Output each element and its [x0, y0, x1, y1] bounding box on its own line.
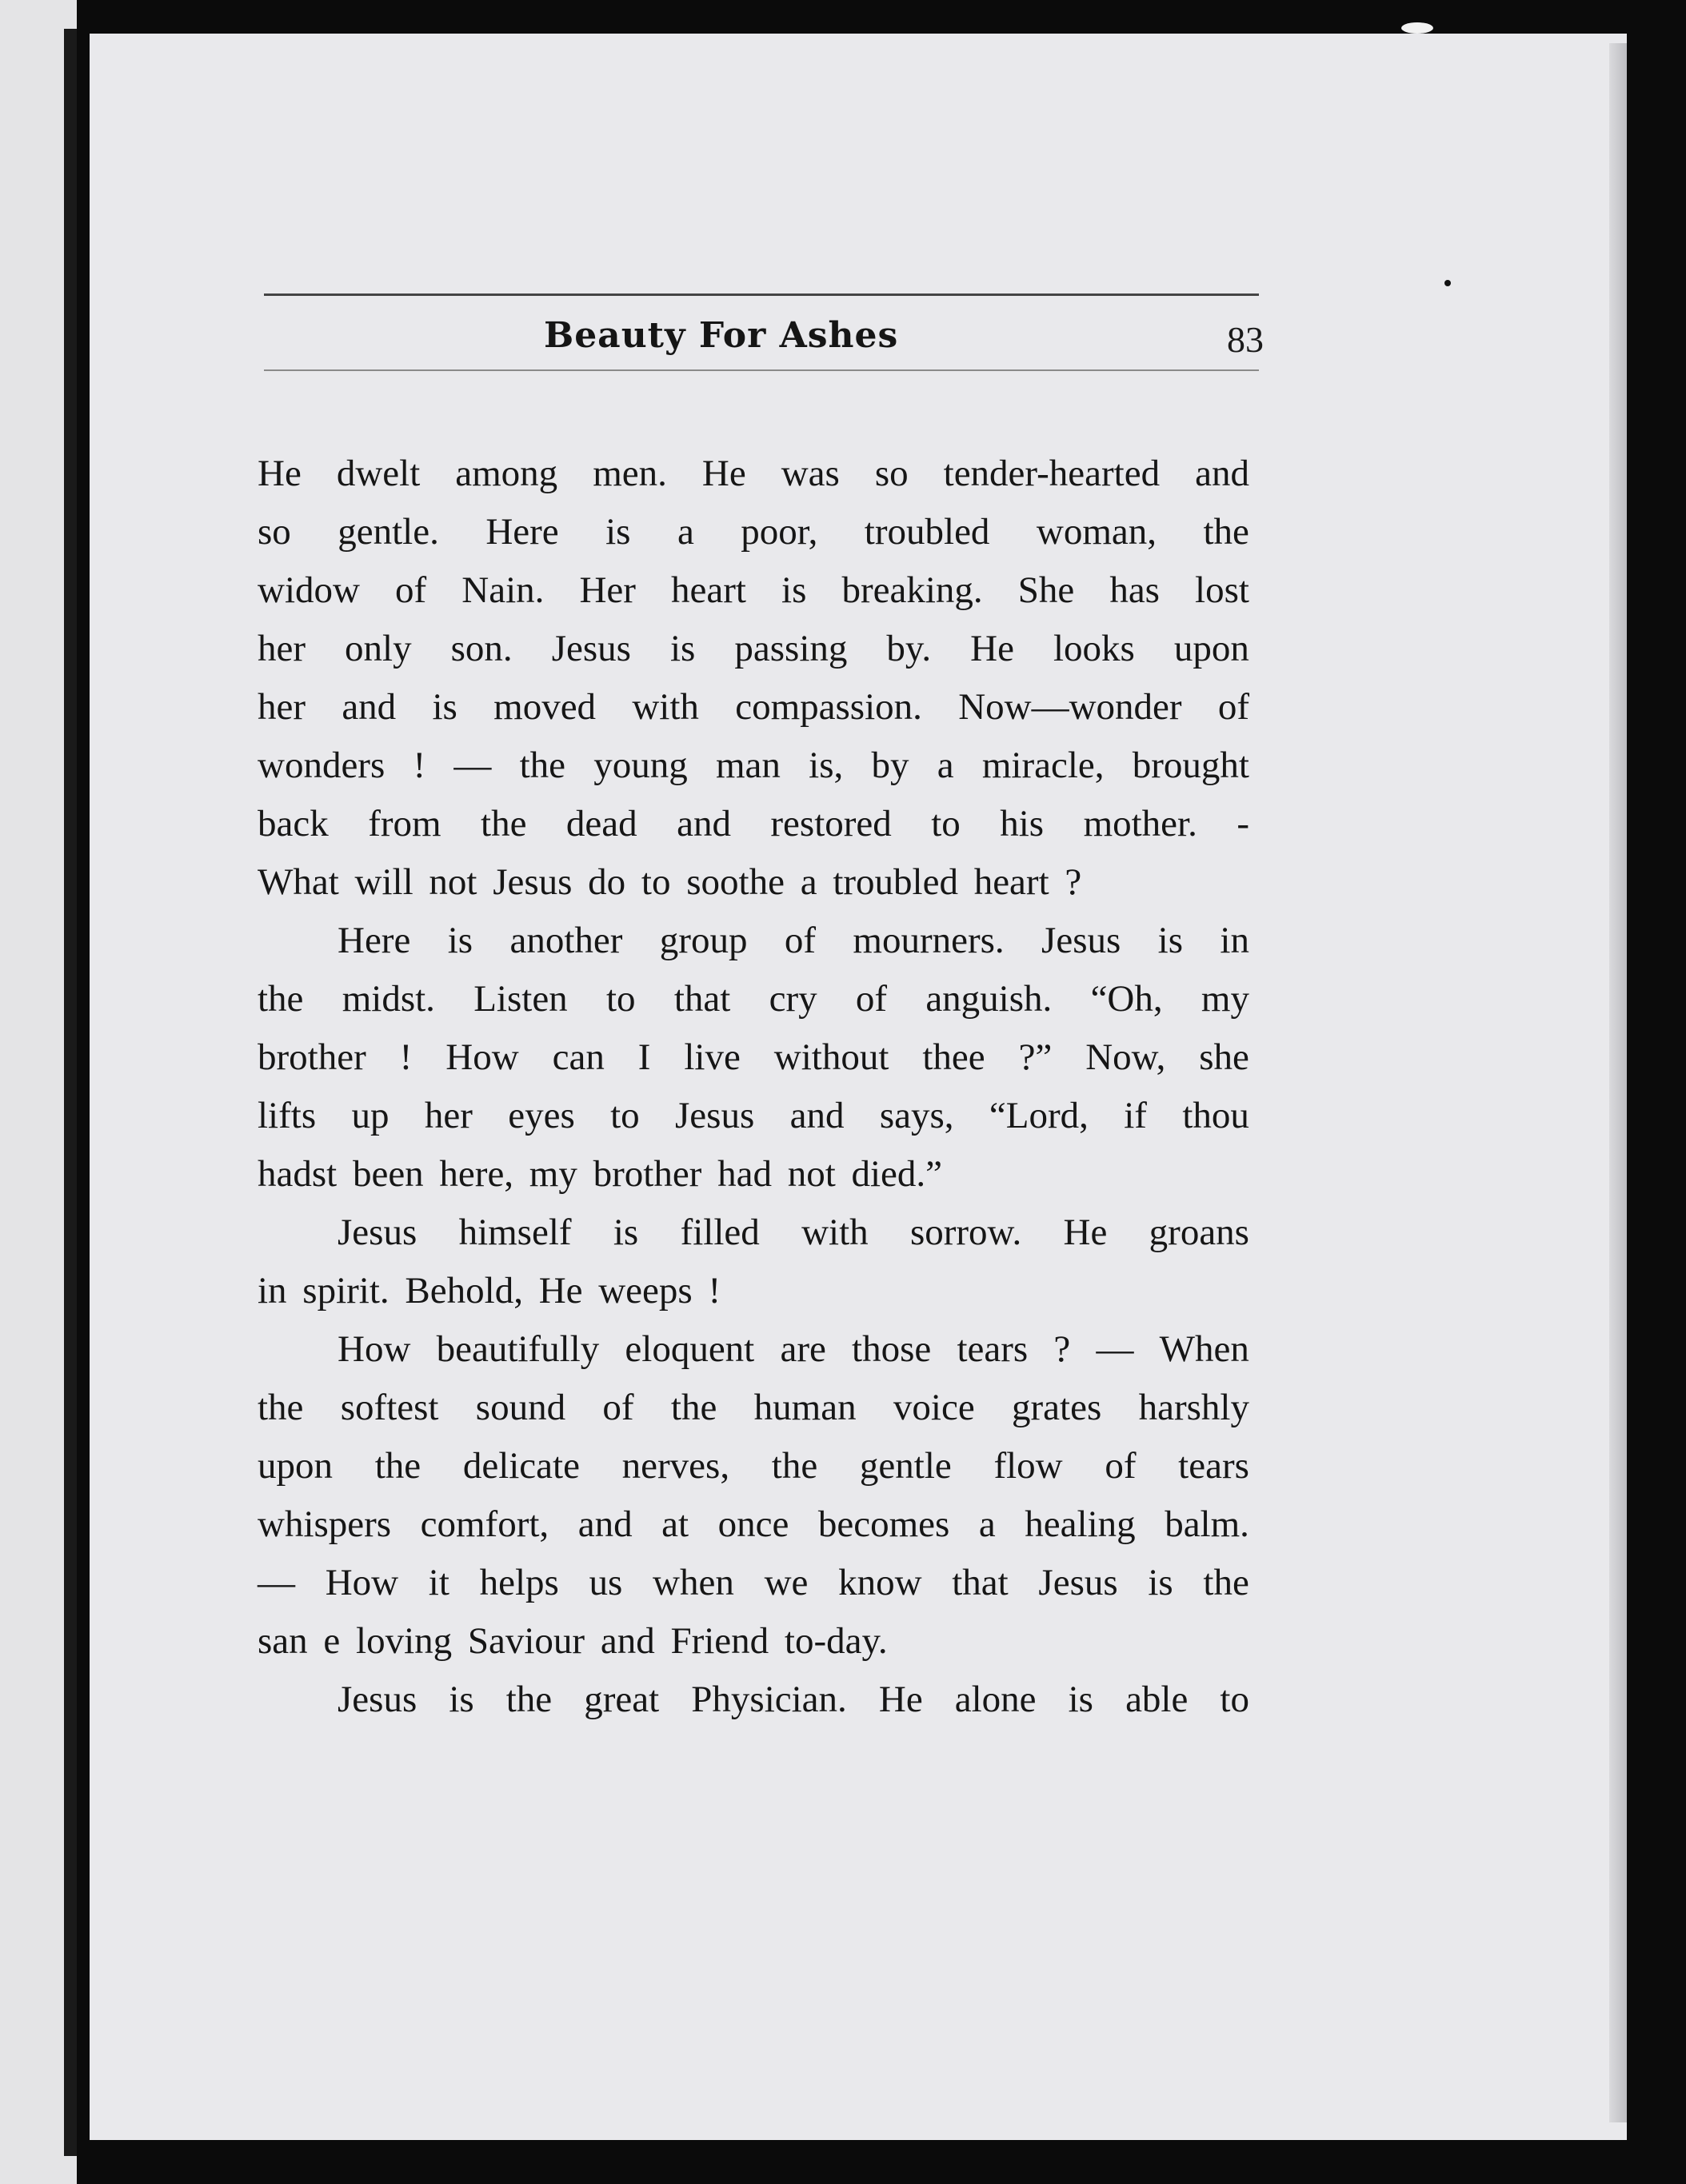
- word: heart: [671, 569, 746, 611]
- word: if: [1124, 1095, 1147, 1136]
- word: Jesus: [675, 1095, 755, 1136]
- word: a: [937, 745, 954, 786]
- word: grates: [1012, 1387, 1102, 1428]
- word: restored: [770, 803, 892, 844]
- word: her: [424, 1095, 473, 1136]
- text-line: [258, 1554, 1249, 1612]
- page-gutter: [64, 29, 77, 2156]
- word: She: [1017, 569, 1075, 611]
- word: mother.: [1083, 803, 1197, 844]
- word: us: [589, 1562, 623, 1603]
- word: is: [432, 686, 457, 728]
- word: He: [970, 628, 1014, 669]
- word: “Lord,: [989, 1095, 1089, 1136]
- word: the: [670, 1387, 717, 1428]
- word: with: [801, 1212, 869, 1253]
- word: beautifully: [436, 1328, 600, 1370]
- word: Now—wonder: [958, 686, 1182, 728]
- word: and: [577, 1503, 633, 1545]
- word: in: [1220, 920, 1249, 961]
- word: is: [669, 628, 696, 669]
- text-line: [258, 561, 1249, 620]
- running-title: Beauty For Ashes: [544, 315, 899, 356]
- word: nerves,: [621, 1445, 730, 1487]
- word: troubled: [864, 511, 990, 553]
- word: —: [258, 1562, 295, 1603]
- word: He: [701, 453, 746, 494]
- word: the: [374, 1445, 422, 1487]
- word: without: [773, 1036, 889, 1078]
- word: are: [780, 1328, 826, 1370]
- word: is: [605, 511, 631, 553]
- word: himself: [458, 1212, 572, 1253]
- word: gentle: [859, 1445, 952, 1487]
- word: Physician.: [691, 1679, 847, 1720]
- text-line: [258, 1671, 1249, 1729]
- word: ?”: [1018, 1036, 1053, 1078]
- word: is: [449, 1679, 474, 1720]
- text-line: [258, 1320, 1249, 1379]
- word: mourners.: [853, 920, 1005, 961]
- word: is: [1157, 920, 1184, 961]
- word: when: [653, 1562, 734, 1603]
- word: has: [1109, 569, 1160, 611]
- word: and: [677, 803, 731, 844]
- word: once: [717, 1503, 789, 1545]
- word: “Oh,: [1090, 978, 1163, 1020]
- word: voice: [893, 1387, 975, 1428]
- text-line: san e loving Saviour and Friend to-day.: [258, 1620, 888, 1662]
- word: by.: [886, 628, 932, 669]
- text-line: [258, 1087, 1249, 1145]
- word: sound: [475, 1387, 566, 1428]
- word: and: [342, 686, 397, 728]
- word: and: [789, 1095, 845, 1136]
- word: to: [605, 978, 636, 1020]
- text-line: in spirit. Behold, He weeps !: [258, 1270, 721, 1312]
- text-line: [258, 620, 1249, 678]
- word: group: [659, 920, 748, 961]
- word: to: [931, 803, 961, 844]
- word: up: [351, 1095, 390, 1136]
- text-line: [258, 795, 1249, 853]
- header-rule-bottom: [264, 369, 1259, 371]
- word: lost: [1195, 569, 1249, 611]
- text-line: [258, 445, 1249, 503]
- word: looks: [1053, 628, 1135, 669]
- word: How: [445, 1036, 519, 1078]
- word: her: [258, 628, 306, 669]
- word: able: [1125, 1679, 1189, 1720]
- word: eyes: [508, 1095, 575, 1136]
- word: flow: [993, 1445, 1063, 1487]
- word: Jesus: [551, 628, 631, 669]
- scan-speck: [1401, 22, 1433, 34]
- word: upon: [1173, 628, 1249, 669]
- word: tears: [957, 1328, 1029, 1370]
- word: from: [368, 803, 441, 844]
- word: man: [716, 745, 781, 786]
- word: comfort,: [420, 1503, 549, 1545]
- word: to: [1220, 1679, 1249, 1720]
- word: upon: [258, 1445, 333, 1487]
- word: delicate: [462, 1445, 580, 1487]
- word: to: [610, 1095, 640, 1136]
- word: another: [509, 920, 623, 961]
- word: among: [455, 453, 558, 494]
- page-edge-shadow: [1609, 43, 1627, 2122]
- word: men.: [593, 453, 667, 494]
- word: his: [1000, 803, 1045, 844]
- word: the: [519, 745, 566, 786]
- word: brought: [1132, 745, 1249, 786]
- word: When: [1159, 1328, 1249, 1370]
- text-line: [258, 1204, 1249, 1262]
- text-line: [258, 912, 1249, 970]
- word: great: [584, 1679, 660, 1720]
- word: her: [258, 686, 306, 728]
- word: alone: [954, 1679, 1037, 1720]
- word: Her: [579, 569, 636, 611]
- word: miracle,: [981, 745, 1105, 786]
- word: so: [874, 453, 909, 494]
- word: of: [1217, 686, 1249, 728]
- word: anguish.: [925, 978, 1053, 1020]
- word: ?: [1053, 1328, 1071, 1370]
- word: lifts: [258, 1095, 317, 1136]
- word: wonders: [258, 745, 386, 786]
- text-line: [258, 678, 1249, 737]
- word: know: [838, 1562, 922, 1603]
- word: filled: [680, 1212, 760, 1253]
- word: a: [978, 1503, 996, 1545]
- word: sorrow.: [909, 1212, 1022, 1253]
- word: —: [453, 745, 492, 786]
- word: softest: [340, 1387, 439, 1428]
- word: balm.: [1165, 1503, 1249, 1545]
- word: was: [781, 453, 840, 494]
- text-line: [258, 737, 1249, 795]
- body-text: [258, 445, 1249, 1729]
- word: young: [593, 745, 688, 786]
- word: and: [1195, 453, 1249, 494]
- word: groans: [1149, 1212, 1249, 1253]
- word: Jesus: [1038, 1562, 1118, 1603]
- header-rule-top: [264, 293, 1259, 296]
- word: human: [753, 1387, 857, 1428]
- word: breaking.: [841, 569, 983, 611]
- word: we: [764, 1562, 809, 1603]
- word: with: [632, 686, 699, 728]
- word: live: [684, 1036, 741, 1078]
- word: brother: [258, 1036, 366, 1078]
- word: Here: [485, 511, 559, 553]
- word: Jesus: [1041, 920, 1121, 961]
- word: —: [1096, 1328, 1134, 1370]
- word: of: [855, 978, 888, 1020]
- word: He: [1063, 1212, 1108, 1253]
- word: is: [1068, 1679, 1093, 1720]
- word: midst.: [342, 978, 435, 1020]
- word: becomes: [817, 1503, 950, 1545]
- word: harshly: [1138, 1387, 1249, 1428]
- word: she: [1199, 1036, 1249, 1078]
- word: moved: [493, 686, 597, 728]
- word: the: [1203, 1562, 1249, 1603]
- word: dead: [565, 803, 637, 844]
- word: can: [552, 1036, 605, 1078]
- word: !: [399, 1036, 413, 1078]
- word: is,: [809, 745, 844, 786]
- word: of: [395, 569, 427, 611]
- word: of: [1105, 1445, 1137, 1487]
- word: is: [447, 920, 473, 961]
- page-number: 83: [1227, 319, 1264, 360]
- word: Listen: [473, 978, 568, 1020]
- text-line: hadst been here, my brother had not died.”: [258, 1153, 943, 1195]
- word: tender-hearted: [943, 453, 1161, 494]
- word: tears: [1178, 1445, 1249, 1487]
- word: at: [661, 1503, 689, 1545]
- word: He: [878, 1679, 923, 1720]
- word: eloquent: [625, 1328, 755, 1370]
- word: cry: [769, 978, 817, 1020]
- word: dwelt: [336, 453, 421, 494]
- word: of: [784, 920, 816, 961]
- word: it: [428, 1562, 449, 1603]
- word: whispers: [258, 1503, 392, 1545]
- word: that: [673, 978, 731, 1020]
- word: is: [781, 569, 807, 611]
- word: says,: [879, 1095, 954, 1136]
- word: widow: [258, 569, 360, 611]
- word: is: [1148, 1562, 1173, 1603]
- word: I: [637, 1036, 651, 1078]
- word: How: [338, 1328, 411, 1370]
- word: thou: [1182, 1095, 1249, 1136]
- word: the: [1203, 511, 1249, 553]
- word: !: [413, 745, 426, 786]
- word: back: [258, 803, 329, 844]
- text-line: [258, 503, 1249, 561]
- word: those: [852, 1328, 932, 1370]
- word: gentle.: [338, 511, 439, 553]
- word: He: [258, 453, 302, 494]
- word: poor,: [741, 511, 818, 553]
- word: Here: [338, 920, 411, 961]
- word: -: [1237, 803, 1249, 844]
- text-line: [258, 1495, 1249, 1554]
- word: my: [1201, 978, 1249, 1020]
- word: only: [345, 628, 412, 669]
- word: thee: [922, 1036, 985, 1078]
- word: the: [481, 803, 527, 844]
- word: the: [771, 1445, 818, 1487]
- word: helps: [479, 1562, 559, 1603]
- word: Now,: [1085, 1036, 1166, 1078]
- word: the: [505, 1679, 553, 1720]
- word: the: [258, 978, 304, 1020]
- text-line: [258, 1437, 1249, 1495]
- text-line: What will not Jesus do to soothe a troubled heart ?: [258, 861, 1082, 903]
- word: that: [952, 1562, 1009, 1603]
- word: Jesus: [338, 1212, 418, 1253]
- word: is: [613, 1212, 639, 1253]
- word: passing: [734, 628, 848, 669]
- scan-speck: [1444, 280, 1451, 286]
- text-line: [258, 1379, 1249, 1437]
- word: so: [258, 511, 291, 553]
- word: Jesus: [338, 1679, 418, 1720]
- word: compassion.: [735, 686, 922, 728]
- text-line: [258, 1028, 1249, 1087]
- word: a: [677, 511, 694, 553]
- word: healing: [1025, 1503, 1136, 1545]
- word: How: [325, 1562, 399, 1603]
- word: by: [871, 745, 909, 786]
- word: the: [258, 1387, 304, 1428]
- word: Nain.: [461, 569, 545, 611]
- word: woman,: [1036, 511, 1157, 553]
- text-line: [258, 970, 1249, 1028]
- word: son.: [450, 628, 513, 669]
- word: of: [602, 1387, 634, 1428]
